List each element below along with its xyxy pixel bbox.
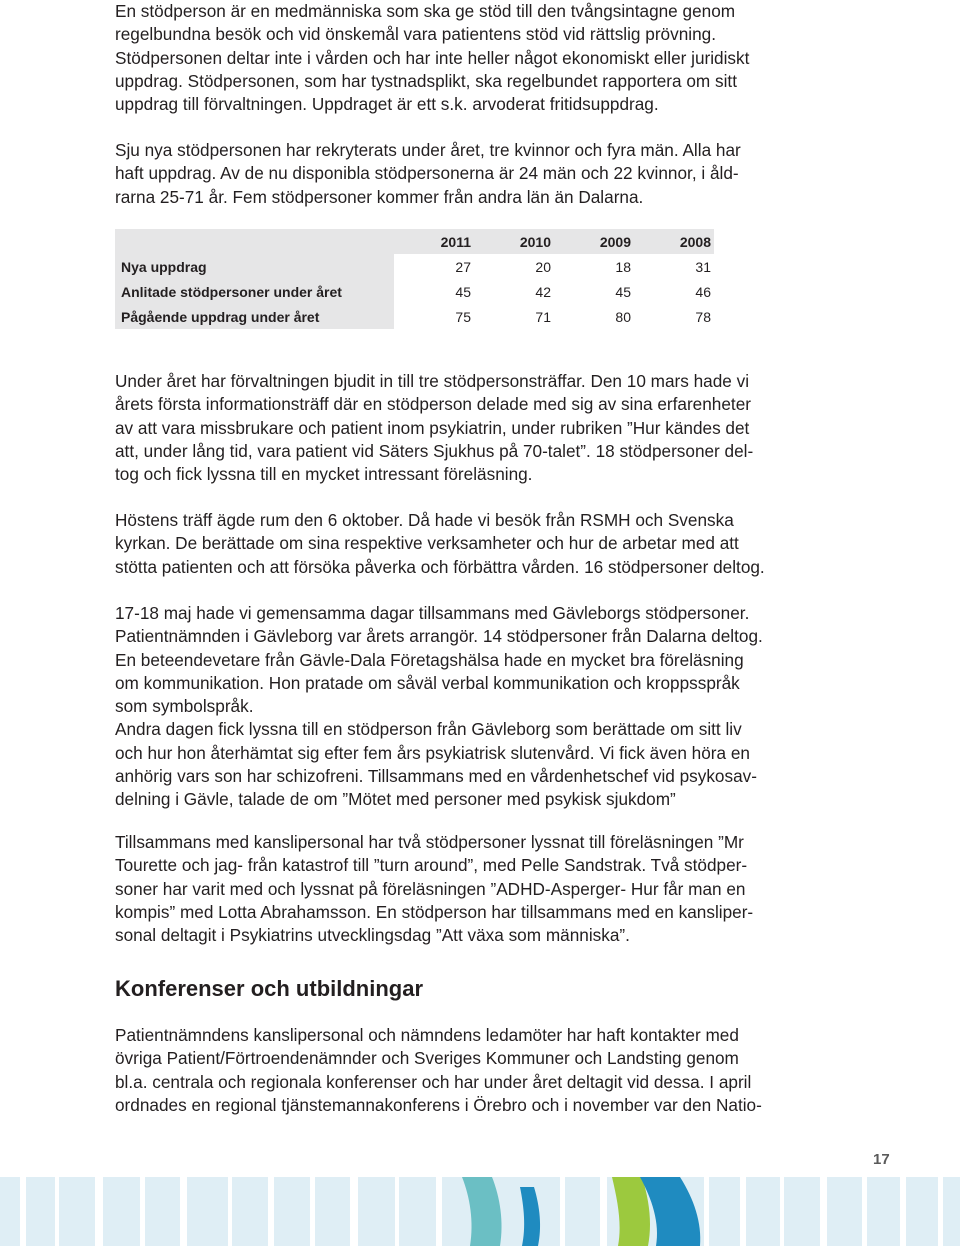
stats-table (115, 229, 714, 329)
table-cell: 42 (474, 279, 554, 304)
text-line: En beteendevetare från Gävle-Dala Företagshälsa hade en mycket bra föreläsning (115, 649, 744, 670)
table-row (115, 279, 714, 304)
text-line: av att vara missbrukare och patient inom psykiatrin, under rubriken ”Hur kändes det (115, 417, 750, 438)
table-cell: 20 (474, 254, 554, 279)
text-line: uppdrag. Stödpersonen, som har tystnadsplikt, ska regelbundet rapportera om sitt (115, 70, 737, 91)
text-line: Sju nya stödpersonen har rekryterats under året, tre kvinnor och fyra män. Alla har (115, 140, 741, 160)
page-number: 17 (873, 1151, 890, 1168)
text-line: Stödpersonen deltar inte i vården och har inte heller något ekonomiskt eller juridiskt (115, 47, 750, 68)
text-line: Under året har förvaltningen bjudit in till tre stödpersonsträffar. Den 10 mars hade vi (115, 371, 750, 391)
paragraph-recruitment (115, 139, 855, 209)
text-line: att, under lång tid, vara patient vid Säters Sjukhus på 70-talet”. 18 stödpersoner del- (115, 440, 754, 461)
decorative-footer-band (0, 1177, 960, 1246)
paragraph-meetings (115, 370, 855, 486)
text-line: som symbolspråk. (115, 696, 254, 717)
text-line: Höstens träff ägde rum den 6 oktober. Då hade vi besök från RSMH och Svenska (115, 510, 734, 530)
text-line: om kommunikation. Hon pratade om såväl verbal kommunikation och kroppsspråk (115, 672, 740, 693)
table-row (115, 254, 714, 279)
text-line: Andra dagen fick lyssna till en stödperson från Gävleborg som berättade om sitt liv (115, 719, 742, 740)
text-line: årets första informationsträff där en stödperson delade med sig av sina erfarenheter (115, 394, 751, 415)
paragraph-lectures (115, 831, 855, 947)
year-header: 2010 (474, 229, 554, 254)
text-line: sonal deltagit i Psykiatrins utvecklingsdag ”Att växa som människa”. (115, 925, 630, 946)
table-cell: 31 (634, 254, 714, 279)
text-line: Patientnämnden i Gävleborg var årets arrangör. 14 stödpersoner från Dalarna deltog. (115, 626, 763, 647)
text-line: kompis” med Lotta Abrahamsson. En stödperson har tillsammans med en kansliper- (115, 901, 754, 922)
table-cell: 45 (554, 279, 634, 304)
text-line: En stödperson är en medmänniska som ska ge stöd till den tvångsintagne genom (115, 1, 736, 21)
text-line: Tourette och jag- från katastrof till ”turn around”, med Pelle Sandstrak. Två stödper- (115, 855, 748, 876)
table-cell: 75 (394, 304, 474, 329)
text-line: och hur hon återhämtat sig efter fem års psykiatrisk slutenvård. Vi fick även höra en (115, 742, 750, 763)
text-line: övriga Patient/Förtroendenämnder och Sveriges Kommuner och Landsting genom (115, 1048, 739, 1069)
year-header: 2011 (394, 229, 474, 254)
text-line: delning i Gävle, talade de om ”Mötet med personer med psykisk sjukdom” (115, 789, 676, 810)
text-line: regelbundna besök och vid önskemål vara patientens stöd vid rättslig prövning. (115, 24, 716, 45)
year-header: 2008 (634, 229, 714, 254)
text-line: uppdrag till förvaltningen. Uppdraget är ett s.k. arvoderat fritidsuppdrag. (115, 94, 659, 115)
table-cell: 45 (394, 279, 474, 304)
paragraph-gavleborg-days (115, 602, 855, 812)
table-cell: 46 (634, 279, 714, 304)
paragraph-autumn-meeting (115, 509, 855, 579)
table-row (115, 304, 714, 329)
text-line: anhörig vars son har schizofreni. Tillsammans med en vårdenhetschef vid psykosav- (115, 766, 757, 787)
text-line: 17-18 maj hade vi gemensamma dagar tillsammans med Gävleborgs stödpersoner. (115, 603, 750, 623)
text-line: soner har varit med och lyssnat på föreläsningen ”ADHD-Asperger- Hur får man en (115, 878, 746, 899)
text-line: haft uppdrag. Av de nu disponibla stödpersonerna är 24 män och 22 kvinnor, i åld- (115, 163, 739, 184)
section-heading: Konferenser och utbildningar (115, 976, 424, 1001)
text-line: rarna 25-71 år. Fem stödpersoner kommer från andra län än Dalarna. (115, 186, 644, 207)
text-line: Patientnämndens kanslipersonal och nämndens ledamöter har haft kontakter med (115, 1025, 739, 1045)
table-corner (115, 229, 394, 254)
text-line: tog och fick lyssna till en mycket intressant föreläsning. (115, 464, 533, 485)
row-label: Nya uppdrag (115, 254, 394, 279)
table-header-row (115, 229, 714, 254)
table-cell: 18 (554, 254, 634, 279)
text-line: stötta patienten och att försöka påverka och förbättra vården. 16 stödpersoner deltog. (115, 556, 765, 577)
text-line: bl.a. centrala och regionala konferenser och har under året deltagit vid dessa. I april (115, 1071, 752, 1092)
table-cell: 71 (474, 304, 554, 329)
row-label: Anlitade stödpersoner under året (115, 279, 394, 304)
paragraph-conferences (115, 1024, 855, 1117)
text-line: kyrkan. De berättade om sina respektive verksamheter och hur de arbetar med att (115, 533, 739, 554)
row-label: Pågående uppdrag under året (115, 304, 394, 329)
table-cell: 78 (634, 304, 714, 329)
year-header: 2009 (554, 229, 634, 254)
paragraph-stodperson-intro (115, 0, 855, 116)
text-line: ordnades en regional tjänstemannakonferens i Örebro och i november var den Natio- (115, 1094, 762, 1115)
text-line: Tillsammans med kanslipersonal har två stödpersoner lyssnat till föreläsningen ”Mr (115, 832, 744, 852)
table-cell: 80 (554, 304, 634, 329)
table-cell: 27 (394, 254, 474, 279)
